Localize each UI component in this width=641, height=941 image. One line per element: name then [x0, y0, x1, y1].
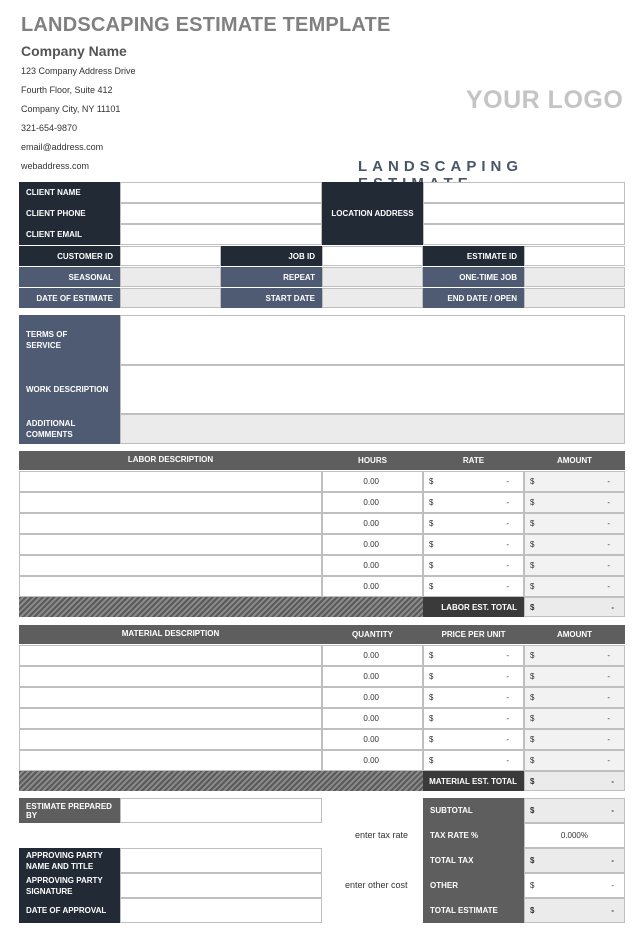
- prepared-by-label: ESTIMATE PREPARED BY: [19, 798, 120, 823]
- material-amount-value: -: [607, 714, 610, 723]
- labor-amount-value: -: [607, 561, 610, 570]
- labor-rate-cell[interactable]: [423, 576, 524, 597]
- material-price-value: -: [506, 672, 509, 681]
- subtotal-label: SUBTOTAL: [423, 798, 524, 823]
- amount-header: AMOUNT: [524, 451, 625, 470]
- other-currency: $: [530, 881, 535, 890]
- material-description-header: MATERIAL DESCRIPTION: [19, 625, 322, 644]
- customer-id-field[interactable]: [120, 246, 221, 266]
- labor-hours-value: 0.00: [363, 519, 379, 528]
- labor-amount-currency: $: [530, 561, 535, 570]
- labor-total-hatch: [19, 597, 423, 617]
- material-amount-cell: [524, 708, 625, 729]
- approving-name-label: APPROVING PARTY NAME AND TITLE: [19, 848, 120, 873]
- labor-amount-currency: $: [530, 582, 535, 591]
- labor-amount-cell: [524, 534, 625, 555]
- labor-amount-value: -: [607, 582, 610, 591]
- labor-amount-cell: [524, 513, 625, 534]
- labor-rate-cell[interactable]: [423, 471, 524, 492]
- material-total-label: MATERIAL EST. TOTAL: [423, 771, 524, 791]
- labor-amount-cell: [524, 576, 625, 597]
- material-price-cell[interactable]: [423, 687, 524, 708]
- repeat-label: REPEAT: [221, 267, 322, 287]
- company-name[interactable]: Company Name: [21, 43, 127, 59]
- material-quantity-value: 0.00: [363, 693, 379, 702]
- client-phone-label: CLIENT PHONE: [19, 203, 120, 224]
- other-label: OTHER: [423, 873, 524, 898]
- logo-placeholder[interactable]: YOUR LOGO: [466, 86, 624, 114]
- material-description-cell[interactable]: [19, 750, 322, 771]
- additional-comments-field[interactable]: [120, 414, 625, 444]
- material-amount-cell: [524, 729, 625, 750]
- seasonal-label: SEASONAL: [19, 267, 120, 287]
- material-amount-cell: [524, 750, 625, 771]
- material-total-hatch: [19, 771, 423, 791]
- material-price-currency: $: [429, 672, 434, 681]
- material-price-value: -: [506, 714, 509, 723]
- material-amount-currency: $: [530, 735, 535, 744]
- work-description-field[interactable]: [120, 365, 625, 414]
- company-website[interactable]: webaddress.com: [21, 161, 90, 171]
- other-amount: -: [611, 881, 614, 890]
- labor-description-cell[interactable]: [19, 492, 322, 513]
- tax-rate-label: TAX RATE %: [423, 823, 524, 848]
- labor-rate-value: -: [506, 582, 509, 591]
- labor-amount-cell: [524, 492, 625, 513]
- material-quantity-cell[interactable]: [322, 666, 423, 687]
- labor-rate-currency: $: [429, 498, 434, 507]
- approving-signature-field[interactable]: [120, 873, 322, 898]
- material-amount-currency: $: [530, 714, 535, 723]
- labor-description-cell[interactable]: [19, 555, 322, 576]
- material-amount-cell: [524, 666, 625, 687]
- material-price-currency: $: [429, 735, 434, 744]
- material-quantity-value: 0.00: [363, 672, 379, 681]
- material-amount-cell: [524, 645, 625, 666]
- labor-description-cell[interactable]: [19, 534, 322, 555]
- total-tax-amount: -: [611, 856, 614, 865]
- material-price-cell[interactable]: [423, 750, 524, 771]
- client-name-label: CLIENT NAME: [19, 182, 120, 203]
- labor-rate-currency: $: [429, 582, 434, 591]
- hours-header: HOURS: [322, 451, 423, 470]
- seasonal-field[interactable]: [120, 267, 221, 287]
- approving-signature-label: APPROVING PARTY SIGNATURE: [19, 873, 120, 898]
- subtotal-value: [524, 798, 625, 823]
- total-estimate-value: [524, 898, 625, 923]
- other-field[interactable]: [524, 873, 625, 898]
- total-estimate-currency: $: [530, 906, 535, 915]
- total-estimate-label: TOTAL ESTIMATE: [423, 898, 524, 923]
- date-of-approval-field[interactable]: [120, 898, 322, 923]
- job-id-field[interactable]: [322, 246, 423, 266]
- labor-total-amount: -: [611, 602, 614, 612]
- company-address-line-1[interactable]: 123 Company Address Drive: [21, 66, 136, 76]
- material-price-value: -: [506, 735, 509, 744]
- material-amount-cell: [524, 687, 625, 708]
- material-quantity-value: 0.00: [363, 714, 379, 723]
- subtotal-currency: $: [530, 806, 535, 815]
- labor-amount-currency: $: [530, 477, 535, 486]
- labor-amount-value: -: [607, 477, 610, 486]
- labor-amount-value: -: [607, 519, 610, 528]
- material-amount-value: -: [607, 693, 610, 702]
- location-address-line-3[interactable]: [423, 224, 625, 245]
- one-time-job-field[interactable]: [524, 267, 625, 287]
- labor-hours-value: 0.00: [363, 477, 379, 486]
- material-total-currency: $: [530, 776, 535, 786]
- labor-amount-currency: $: [530, 519, 535, 528]
- quantity-header: QUANTITY: [322, 625, 423, 644]
- labor-total-label: LABOR EST. TOTAL: [423, 597, 524, 617]
- material-price-value: -: [506, 756, 509, 765]
- date-of-estimate-label: DATE OF ESTIMATE: [19, 288, 120, 308]
- labor-description-header: LABOR DESCRIPTION: [19, 451, 322, 470]
- material-description-cell[interactable]: [19, 708, 322, 729]
- labor-amount-cell: [524, 555, 625, 576]
- material-price-value: -: [506, 693, 509, 702]
- labor-hours-cell[interactable]: [322, 555, 423, 576]
- company-city[interactable]: Company City, NY 11101: [21, 104, 121, 114]
- material-price-currency: $: [429, 651, 434, 660]
- material-amount-currency: $: [530, 693, 535, 702]
- total-estimate-amount: -: [611, 906, 614, 915]
- total-tax-value: [524, 848, 625, 873]
- labor-rate-cell[interactable]: [423, 555, 524, 576]
- material-quantity-value: 0.00: [363, 651, 379, 660]
- labor-description-cell[interactable]: [19, 576, 322, 597]
- labor-hours-cell[interactable]: [322, 534, 423, 555]
- labor-rate-currency: $: [429, 477, 434, 486]
- date-of-approval-label: DATE OF APPROVAL: [19, 898, 120, 923]
- client-email-field[interactable]: [120, 224, 322, 245]
- start-date-label: START DATE: [221, 288, 322, 308]
- material-amount-value: -: [607, 672, 610, 681]
- material-total-amount: -: [611, 776, 614, 786]
- one-time-job-label: ONE-TIME JOB: [423, 267, 524, 287]
- document-title: LANDSCAPING ESTIMATE TEMPLATE: [21, 14, 391, 36]
- labor-hours-cell[interactable]: [322, 576, 423, 597]
- prepared-by-field[interactable]: [120, 798, 322, 823]
- labor-rate-currency: $: [429, 519, 434, 528]
- work-description-label: WORK DESCRIPTION: [19, 365, 120, 414]
- material-amount-currency: $: [530, 651, 535, 660]
- labor-rate-currency: $: [429, 540, 434, 549]
- material-price-currency: $: [429, 714, 434, 723]
- client-phone-field[interactable]: [120, 203, 322, 224]
- material-amount-currency: $: [530, 672, 535, 681]
- labor-rate-value: -: [506, 498, 509, 507]
- estimate-heading: LANDSCAPING: [358, 158, 524, 175]
- client-name-field[interactable]: [120, 182, 322, 203]
- terms-of-service-label: TERMS OF SERVICE: [19, 315, 120, 365]
- labor-description-cell[interactable]: [19, 471, 322, 492]
- labor-amount-currency: $: [530, 540, 535, 549]
- material-amount-value: -: [607, 756, 610, 765]
- material-price-value: -: [506, 651, 509, 660]
- material-amount-header: AMOUNT: [524, 625, 625, 644]
- material-description-cell[interactable]: [19, 687, 322, 708]
- approving-name-field[interactable]: [120, 848, 322, 873]
- start-date-field[interactable]: [322, 288, 423, 308]
- labor-hours-value: 0.00: [363, 582, 379, 591]
- estimate-id-field[interactable]: [524, 246, 625, 266]
- material-quantity-value: 0.00: [363, 756, 379, 765]
- material-quantity-cell[interactable]: [322, 708, 423, 729]
- labor-total-currency: $: [530, 602, 535, 612]
- rate-header: RATE: [423, 451, 524, 470]
- job-id-label: JOB ID: [221, 246, 322, 266]
- enter-other-cost-note: enter other cost: [345, 880, 408, 890]
- total-tax-currency: $: [530, 856, 535, 865]
- terms-of-service-field[interactable]: [120, 315, 625, 365]
- material-amount-value: -: [607, 735, 610, 744]
- customer-id-label: CUSTOMER ID: [19, 246, 120, 266]
- material-description-cell[interactable]: [19, 645, 322, 666]
- labor-rate-currency: $: [429, 561, 434, 570]
- company-email[interactable]: email@address.com: [21, 142, 104, 152]
- labor-rate-value: -: [506, 561, 509, 570]
- labor-amount-currency: $: [530, 498, 535, 507]
- material-quantity-cell[interactable]: [322, 687, 423, 708]
- total-tax-label: TOTAL TAX: [423, 848, 524, 873]
- labor-rate-value: -: [506, 540, 509, 549]
- material-price-currency: $: [429, 693, 434, 702]
- material-quantity-cell[interactable]: [322, 750, 423, 771]
- company-address-line-2[interactable]: Fourth Floor, Suite 412: [21, 85, 113, 95]
- labor-amount-value: -: [607, 498, 610, 507]
- enter-tax-rate-note: enter tax rate: [355, 830, 409, 840]
- labor-rate-cell[interactable]: [423, 513, 524, 534]
- additional-comments-label: ADDITIONAL COMMENTS: [19, 414, 120, 444]
- location-address-line-1[interactable]: [423, 182, 625, 203]
- labor-description-cell[interactable]: [19, 513, 322, 534]
- labor-hours-cell[interactable]: [322, 513, 423, 534]
- labor-total-value: [524, 597, 625, 617]
- labor-rate-value: -: [506, 519, 509, 528]
- subtotal-amount: -: [611, 806, 614, 815]
- repeat-field[interactable]: [322, 267, 423, 287]
- location-address-label: LOCATION ADDRESS: [322, 182, 423, 245]
- labor-hours-value: 0.00: [363, 561, 379, 570]
- labor-hours-cell[interactable]: [322, 492, 423, 513]
- labor-amount-cell: [524, 471, 625, 492]
- price-per-unit-header: PRICE PER UNIT: [423, 625, 524, 644]
- material-description-cell[interactable]: [19, 729, 322, 750]
- estimate-id-label: ESTIMATE ID: [423, 246, 524, 266]
- end-date-field[interactable]: [524, 288, 625, 308]
- labor-hours-value: 0.00: [363, 540, 379, 549]
- material-amount-currency: $: [530, 756, 535, 765]
- company-phone[interactable]: 321-654-9870: [21, 123, 78, 133]
- material-quantity-cell[interactable]: [322, 729, 423, 750]
- tax-rate-field[interactable]: 0.000%: [524, 823, 625, 848]
- labor-rate-value: -: [506, 477, 509, 486]
- material-quantity-value: 0.00: [363, 735, 379, 744]
- labor-hours-cell[interactable]: [322, 471, 423, 492]
- client-email-label: CLIENT EMAIL: [19, 224, 120, 245]
- material-price-currency: $: [429, 756, 434, 765]
- labor-hours-value: 0.00: [363, 498, 379, 507]
- location-address-line-2[interactable]: [423, 203, 625, 224]
- labor-rate-cell[interactable]: [423, 492, 524, 513]
- labor-amount-value: -: [607, 540, 610, 549]
- date-of-estimate-field[interactable]: [120, 288, 221, 308]
- material-total-value: [524, 771, 625, 791]
- material-price-cell[interactable]: [423, 708, 524, 729]
- material-description-cell[interactable]: [19, 666, 322, 687]
- material-quantity-cell[interactable]: [322, 645, 423, 666]
- material-price-cell[interactable]: [423, 645, 524, 666]
- end-date-label: END DATE / OPEN: [423, 288, 524, 308]
- material-price-cell[interactable]: [423, 729, 524, 750]
- labor-rate-cell[interactable]: [423, 534, 524, 555]
- material-price-cell[interactable]: [423, 666, 524, 687]
- material-amount-value: -: [607, 651, 610, 660]
